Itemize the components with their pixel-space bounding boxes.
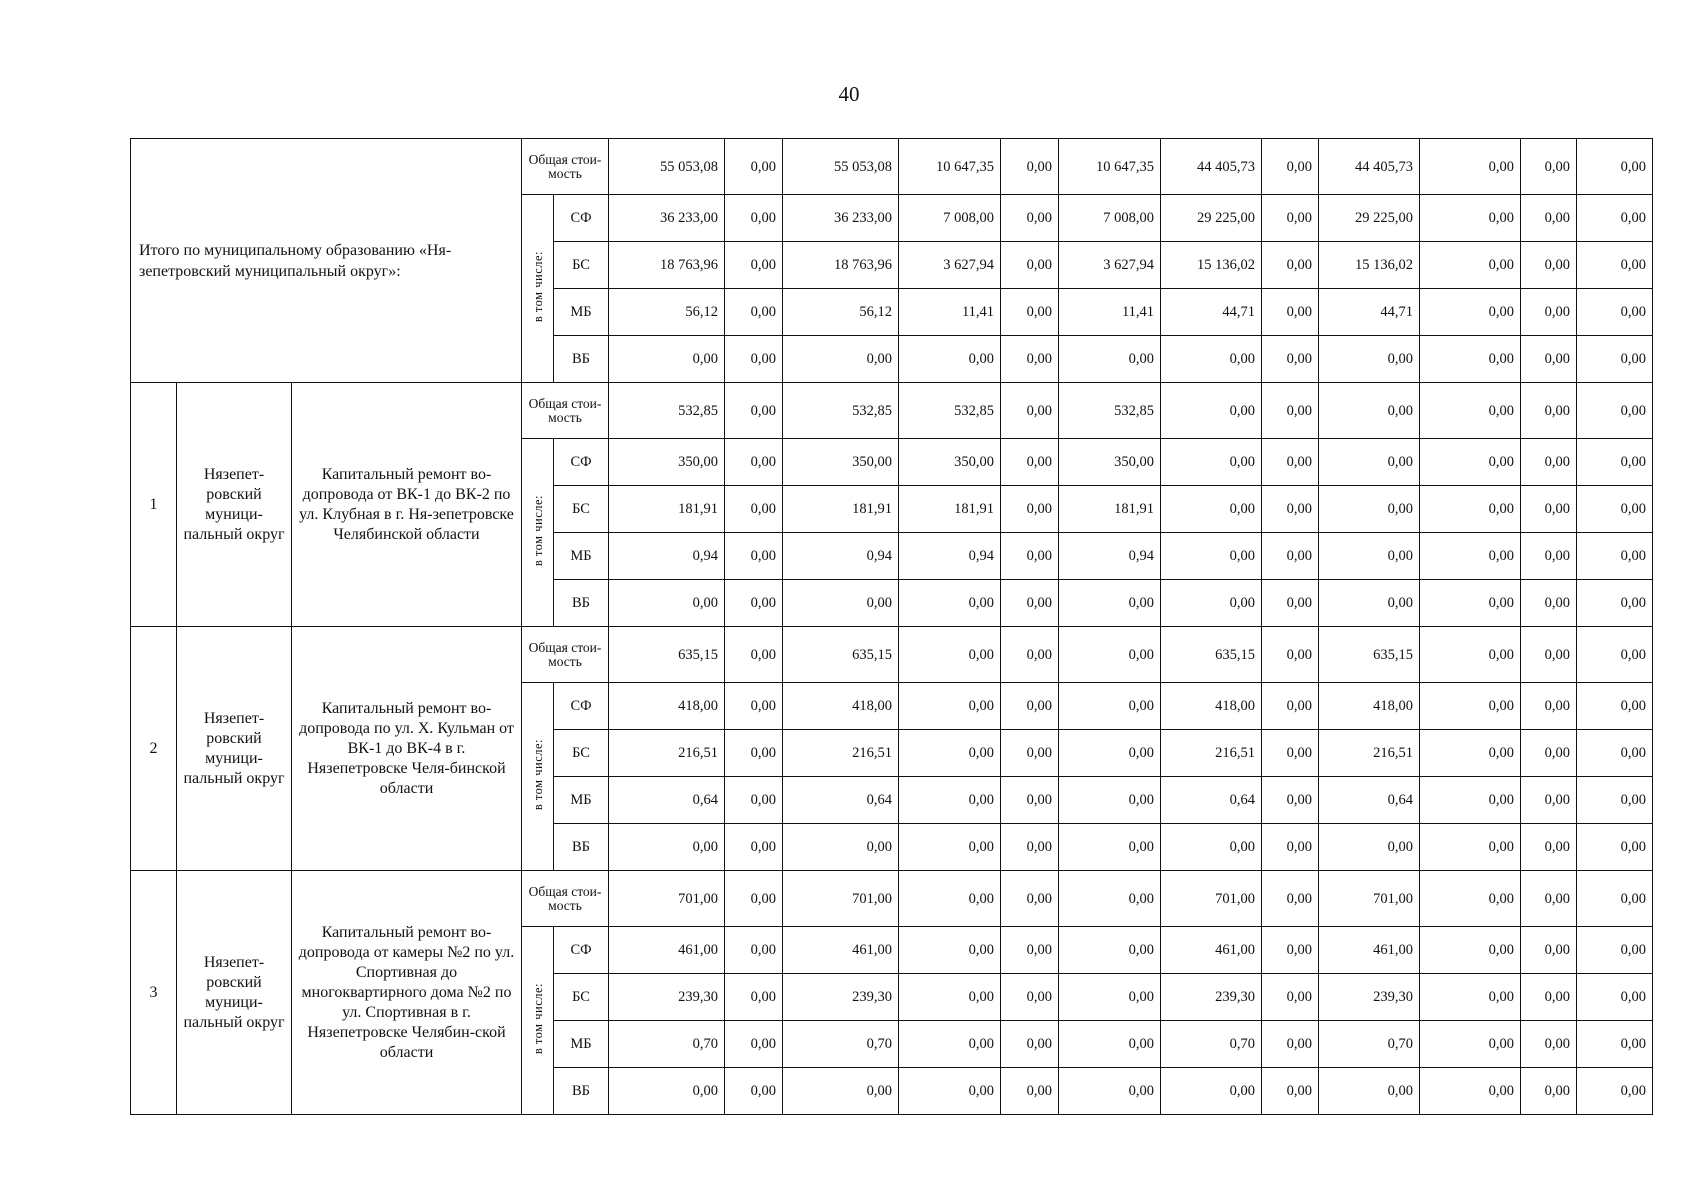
item-index: 1 [131, 383, 177, 627]
value-cell: 0,00 [1420, 580, 1521, 627]
funding-source-label: ВБ [554, 824, 609, 871]
value-cell: 36 233,00 [783, 195, 899, 242]
page-number: 40 [838, 82, 860, 106]
value-cell: 0,00 [1521, 439, 1577, 486]
value-cell: 0,00 [1161, 439, 1262, 486]
value-cell: 0,00 [783, 1068, 899, 1115]
value-cell: 0,64 [609, 777, 725, 824]
value-cell: 0,00 [899, 871, 1001, 927]
in-that-number-label: в том числе: [530, 982, 545, 1055]
item-index: 3 [131, 871, 177, 1115]
value-cell: 44 405,73 [1319, 139, 1420, 195]
value-cell: 56,12 [783, 289, 899, 336]
value-cell: 44 405,73 [1161, 139, 1262, 195]
table-row [131, 383, 1653, 439]
value-cell: 0,00 [1420, 195, 1521, 242]
in-that-number-label: в том числе: [530, 250, 545, 323]
value-cell: 0,00 [1262, 486, 1319, 533]
value-cell: 0,00 [1059, 927, 1161, 974]
value-cell: 0,00 [899, 974, 1001, 1021]
value-cell: 0,00 [1420, 927, 1521, 974]
value-cell: 0,94 [899, 533, 1001, 580]
value-cell: 0,00 [1262, 824, 1319, 871]
value-cell: 0,00 [1262, 1068, 1319, 1115]
value-cell: 350,00 [783, 439, 899, 486]
value-cell: 0,00 [1577, 439, 1653, 486]
value-cell: 0,00 [725, 1021, 783, 1068]
value-cell: 0,00 [1420, 1068, 1521, 1115]
value-cell: 0,00 [1420, 824, 1521, 871]
value-cell: 0,00 [1577, 627, 1653, 683]
item-municipality: Нязепет-ровский муници-пальный округ [177, 627, 292, 871]
value-cell: 0,00 [1161, 533, 1262, 580]
value-cell: 418,00 [1319, 683, 1420, 730]
value-cell: 0,00 [1001, 730, 1059, 777]
value-cell: 0,00 [1577, 1021, 1653, 1068]
value-cell: 0,00 [1521, 580, 1577, 627]
value-cell: 0,00 [1262, 139, 1319, 195]
value-cell: 0,00 [1262, 383, 1319, 439]
value-cell: 0,00 [1420, 439, 1521, 486]
table-row [131, 871, 1653, 927]
value-cell: 0,00 [1001, 683, 1059, 730]
value-cell: 635,15 [1161, 627, 1262, 683]
value-cell: 0,00 [609, 336, 725, 383]
value-cell: 0,00 [1001, 871, 1059, 927]
value-cell: 0,00 [1262, 336, 1319, 383]
value-cell: 239,30 [609, 974, 725, 1021]
value-cell: 532,85 [609, 383, 725, 439]
value-cell: 0,00 [1001, 533, 1059, 580]
value-cell: 0,00 [1577, 824, 1653, 871]
value-cell: 181,91 [899, 486, 1001, 533]
funding-source-label: БС [554, 242, 609, 289]
funding-source-label: СФ [554, 439, 609, 486]
value-cell: 0,00 [1059, 1021, 1161, 1068]
value-cell: 0,00 [1001, 1021, 1059, 1068]
value-cell: 15 136,02 [1161, 242, 1262, 289]
value-cell: 0,00 [1521, 871, 1577, 927]
value-cell: 0,00 [725, 683, 783, 730]
value-cell: 0,00 [725, 383, 783, 439]
value-cell: 0,00 [1262, 1021, 1319, 1068]
value-cell: 0,00 [1420, 289, 1521, 336]
in-that-number-label: в том числе: [530, 494, 545, 567]
value-cell: 0,00 [899, 580, 1001, 627]
value-cell: 0,00 [1059, 336, 1161, 383]
value-cell: 0,00 [725, 1068, 783, 1115]
value-cell: 0,00 [1059, 627, 1161, 683]
item-municipality: Нязепет-ровский муници-пальный округ [177, 383, 292, 627]
value-cell: 0,70 [783, 1021, 899, 1068]
value-cell: 0,00 [1319, 486, 1420, 533]
value-cell: 0,00 [1577, 242, 1653, 289]
value-cell: 0,00 [1262, 683, 1319, 730]
value-cell: 0,64 [1161, 777, 1262, 824]
value-cell: 0,00 [1059, 683, 1161, 730]
value-cell: 0,00 [1262, 974, 1319, 1021]
value-cell: 0,00 [1319, 580, 1420, 627]
value-cell: 635,15 [783, 627, 899, 683]
funding-source-label: БС [554, 730, 609, 777]
value-cell: 0,00 [1161, 383, 1262, 439]
value-cell: 0,00 [1577, 974, 1653, 1021]
value-cell: 0,00 [1521, 730, 1577, 777]
value-cell: 0,00 [1577, 580, 1653, 627]
value-cell: 532,85 [783, 383, 899, 439]
funding-source-label: МБ [554, 533, 609, 580]
value-cell: 0,00 [725, 139, 783, 195]
value-cell: 0,00 [725, 195, 783, 242]
value-cell: 0,00 [1161, 1068, 1262, 1115]
value-cell: 0,00 [1001, 580, 1059, 627]
item-index: 2 [131, 627, 177, 871]
value-cell: 0,00 [1521, 533, 1577, 580]
value-cell: 0,00 [1420, 383, 1521, 439]
value-cell: 0,00 [1059, 871, 1161, 927]
value-cell: 0,00 [1262, 871, 1319, 927]
value-cell: 0,00 [1059, 730, 1161, 777]
value-cell: 18 763,96 [609, 242, 725, 289]
value-cell: 0,00 [1521, 486, 1577, 533]
total-cost-label: Общая стои-мость [522, 139, 609, 195]
table-body [131, 139, 1653, 1115]
item-municipality: Нязепет-ровский муници-пальный округ [177, 871, 292, 1115]
value-cell: 0,00 [725, 824, 783, 871]
value-cell: 0,00 [1059, 580, 1161, 627]
value-cell: 0,00 [725, 627, 783, 683]
value-cell: 0,00 [1262, 439, 1319, 486]
value-cell: 0,00 [725, 439, 783, 486]
value-cell: 0,00 [1001, 195, 1059, 242]
value-cell: 0,00 [1420, 777, 1521, 824]
funding-source-label: БС [554, 486, 609, 533]
value-cell: 0,00 [725, 777, 783, 824]
value-cell: 418,00 [609, 683, 725, 730]
funding-source-label: СФ [554, 195, 609, 242]
summary-row [131, 139, 1653, 195]
value-cell: 0,00 [1001, 1068, 1059, 1115]
value-cell: 0,00 [1319, 383, 1420, 439]
funding-source-label: МБ [554, 777, 609, 824]
value-cell: 0,00 [1420, 533, 1521, 580]
value-cell: 0,00 [1262, 627, 1319, 683]
value-cell: 216,51 [1161, 730, 1262, 777]
value-cell: 0,00 [1577, 777, 1653, 824]
value-cell: 29 225,00 [1161, 195, 1262, 242]
value-cell: 0,00 [1577, 139, 1653, 195]
value-cell: 532,85 [899, 383, 1001, 439]
value-cell: 0,00 [1521, 927, 1577, 974]
value-cell: 0,94 [609, 533, 725, 580]
value-cell: 0,00 [1577, 730, 1653, 777]
value-cell: 7 008,00 [1059, 195, 1161, 242]
funding-source-label: СФ [554, 683, 609, 730]
value-cell: 0,64 [1319, 777, 1420, 824]
value-cell: 0,00 [1420, 730, 1521, 777]
value-cell: 0,00 [1420, 139, 1521, 195]
value-cell: 350,00 [899, 439, 1001, 486]
value-cell: 239,30 [1319, 974, 1420, 1021]
value-cell: 0,00 [1521, 139, 1577, 195]
value-cell: 532,85 [1059, 383, 1161, 439]
value-cell: 0,00 [899, 730, 1001, 777]
value-cell: 0,00 [1262, 533, 1319, 580]
value-cell: 0,00 [1001, 439, 1059, 486]
total-cost-label: Общая стои-мость [522, 627, 609, 683]
value-cell: 0,00 [899, 824, 1001, 871]
value-cell: 461,00 [1319, 927, 1420, 974]
value-cell: 0,00 [1420, 1021, 1521, 1068]
value-cell: 181,91 [1059, 486, 1161, 533]
value-cell: 0,64 [783, 777, 899, 824]
value-cell: 0,00 [1577, 927, 1653, 974]
value-cell: 0,00 [1059, 777, 1161, 824]
value-cell: 0,00 [1001, 139, 1059, 195]
value-cell: 635,15 [609, 627, 725, 683]
value-cell: 0,00 [1262, 777, 1319, 824]
funding-source-label: ВБ [554, 336, 609, 383]
value-cell: 0,00 [1161, 824, 1262, 871]
value-cell: 0,00 [899, 627, 1001, 683]
value-cell: 0,00 [783, 824, 899, 871]
value-cell: 0,00 [1420, 627, 1521, 683]
value-cell: 0,00 [1420, 871, 1521, 927]
value-cell: 0,00 [725, 927, 783, 974]
value-cell: 0,00 [1420, 974, 1521, 1021]
total-cost-label: Общая стои-мость [522, 383, 609, 439]
value-cell: 0,00 [1577, 336, 1653, 383]
value-cell: 0,00 [1521, 777, 1577, 824]
value-cell: 10 647,35 [1059, 139, 1161, 195]
value-cell: 0,00 [609, 824, 725, 871]
value-cell: 216,51 [1319, 730, 1420, 777]
value-cell: 0,00 [1521, 242, 1577, 289]
in-that-number-cell [522, 195, 554, 383]
value-cell: 0,00 [1262, 195, 1319, 242]
value-cell: 18 763,96 [783, 242, 899, 289]
value-cell: 216,51 [609, 730, 725, 777]
value-cell: 0,00 [1420, 683, 1521, 730]
funding-source-label: СФ [554, 927, 609, 974]
value-cell: 0,00 [725, 242, 783, 289]
value-cell: 239,30 [783, 974, 899, 1021]
value-cell: 0,00 [1001, 824, 1059, 871]
funding-source-label: БС [554, 974, 609, 1021]
value-cell: 0,00 [725, 580, 783, 627]
value-cell: 0,00 [1001, 242, 1059, 289]
value-cell: 0,00 [725, 486, 783, 533]
value-cell: 0,00 [1262, 730, 1319, 777]
value-cell: 0,00 [1161, 336, 1262, 383]
value-cell: 0,00 [725, 289, 783, 336]
value-cell: 0,00 [1001, 383, 1059, 439]
value-cell: 0,00 [1577, 533, 1653, 580]
value-cell: 0,00 [1059, 1068, 1161, 1115]
value-cell: 29 225,00 [1319, 195, 1420, 242]
total-cost-label: Общая стои-мость [522, 871, 609, 927]
value-cell: 0,00 [1577, 289, 1653, 336]
value-cell: 461,00 [783, 927, 899, 974]
value-cell: 0,00 [899, 1068, 1001, 1115]
value-cell: 701,00 [783, 871, 899, 927]
value-cell: 0,00 [1001, 777, 1059, 824]
value-cell: 461,00 [609, 927, 725, 974]
value-cell: 0,00 [1319, 824, 1420, 871]
value-cell: 0,00 [1577, 195, 1653, 242]
value-cell: 181,91 [609, 486, 725, 533]
value-cell: 181,91 [783, 486, 899, 533]
funding-source-label: ВБ [554, 580, 609, 627]
value-cell: 0,00 [1262, 580, 1319, 627]
value-cell: 0,00 [783, 336, 899, 383]
value-cell: 44,71 [1319, 289, 1420, 336]
value-cell: 0,00 [609, 580, 725, 627]
value-cell: 0,00 [1161, 580, 1262, 627]
value-cell: 0,00 [1001, 627, 1059, 683]
value-cell: 0,00 [1521, 1068, 1577, 1115]
value-cell: 0,00 [899, 777, 1001, 824]
value-cell: 0,00 [1262, 242, 1319, 289]
value-cell: 239,30 [1161, 974, 1262, 1021]
value-cell: 0,00 [1001, 974, 1059, 1021]
value-cell: 0,00 [1319, 1068, 1420, 1115]
summary-title: Итого по муниципальному образованию «Ня-зепетровский муниципальный округ»: [131, 139, 522, 383]
value-cell: 0,94 [783, 533, 899, 580]
value-cell: 0,00 [725, 533, 783, 580]
value-cell: 0,00 [1420, 242, 1521, 289]
value-cell: 36 233,00 [609, 195, 725, 242]
value-cell: 0,94 [1059, 533, 1161, 580]
value-cell: 0,00 [1262, 927, 1319, 974]
value-cell: 0,00 [725, 871, 783, 927]
value-cell: 0,00 [725, 336, 783, 383]
value-cell: 0,00 [725, 730, 783, 777]
value-cell: 0,00 [1059, 824, 1161, 871]
funding-source-label: МБ [554, 1021, 609, 1068]
value-cell: 0,00 [1161, 486, 1262, 533]
value-cell: 635,15 [1319, 627, 1420, 683]
value-cell: 0,00 [1521, 824, 1577, 871]
value-cell: 0,00 [1001, 289, 1059, 336]
item-object: Капитальный ремонт во-допровода по ул. Х. Кульман от ВК-1 до ВК-4 в г. Нязепетровске Челя-бинской области [292, 627, 522, 871]
value-cell: 0,00 [1521, 627, 1577, 683]
in-that-number-cell [522, 439, 554, 627]
budget-table [130, 138, 1653, 1115]
value-cell: 701,00 [1319, 871, 1420, 927]
value-cell: 0,00 [1420, 486, 1521, 533]
value-cell: 0,00 [1001, 927, 1059, 974]
funding-source-label: МБ [554, 289, 609, 336]
in-that-number-cell [522, 683, 554, 871]
item-object: Капитальный ремонт во-допровода от камеры №2 по ул. Спортивная до многоквартирного дома №2 по ул. Спортивная в г. Нязепетровске Челябин-ской области [292, 871, 522, 1115]
value-cell: 701,00 [609, 871, 725, 927]
value-cell: 0,00 [1521, 974, 1577, 1021]
value-cell: 0,00 [1577, 871, 1653, 927]
value-cell: 0,00 [1521, 383, 1577, 439]
value-cell: 0,00 [899, 927, 1001, 974]
in-that-number-cell [522, 927, 554, 1115]
value-cell: 0,00 [1319, 439, 1420, 486]
value-cell: 0,00 [1521, 683, 1577, 730]
value-cell: 3 627,94 [1059, 242, 1161, 289]
value-cell: 0,70 [1319, 1021, 1420, 1068]
value-cell: 0,00 [1319, 533, 1420, 580]
value-cell: 56,12 [609, 289, 725, 336]
value-cell: 0,00 [1001, 336, 1059, 383]
value-cell: 0,00 [1577, 683, 1653, 730]
value-cell: 55 053,08 [783, 139, 899, 195]
value-cell: 0,00 [1521, 289, 1577, 336]
value-cell: 0,00 [1262, 289, 1319, 336]
value-cell: 0,00 [1319, 336, 1420, 383]
value-cell: 10 647,35 [899, 139, 1001, 195]
value-cell: 0,00 [1577, 1068, 1653, 1115]
value-cell: 3 627,94 [899, 242, 1001, 289]
value-cell: 0,00 [899, 683, 1001, 730]
value-cell: 0,00 [725, 974, 783, 1021]
value-cell: 55 053,08 [609, 139, 725, 195]
value-cell: 0,00 [1521, 336, 1577, 383]
value-cell: 0,70 [1161, 1021, 1262, 1068]
in-that-number-label: в том числе: [530, 738, 545, 811]
value-cell: 0,00 [783, 580, 899, 627]
value-cell: 7 008,00 [899, 195, 1001, 242]
value-cell: 461,00 [1161, 927, 1262, 974]
item-object: Капитальный ремонт во-допровода от ВК-1 до ВК-2 по ул. Клубная в г. Ня-зепетровске Челябинской области [292, 383, 522, 627]
value-cell: 44,71 [1161, 289, 1262, 336]
value-cell: 0,00 [1059, 974, 1161, 1021]
value-cell: 11,41 [899, 289, 1001, 336]
table-row [131, 627, 1653, 683]
value-cell: 0,00 [1577, 486, 1653, 533]
funding-source-label: ВБ [554, 1068, 609, 1115]
value-cell: 350,00 [1059, 439, 1161, 486]
value-cell: 0,00 [1420, 336, 1521, 383]
value-cell: 0,70 [609, 1021, 725, 1068]
value-cell: 216,51 [783, 730, 899, 777]
value-cell: 418,00 [1161, 683, 1262, 730]
value-cell: 0,00 [1001, 486, 1059, 533]
value-cell: 0,00 [899, 336, 1001, 383]
value-cell: 0,00 [609, 1068, 725, 1115]
value-cell: 15 136,02 [1319, 242, 1420, 289]
value-cell: 350,00 [609, 439, 725, 486]
value-cell: 0,00 [1521, 195, 1577, 242]
value-cell: 11,41 [1059, 289, 1161, 336]
value-cell: 701,00 [1161, 871, 1262, 927]
value-cell: 0,00 [1521, 1021, 1577, 1068]
value-cell: 0,00 [1577, 383, 1653, 439]
value-cell: 0,00 [899, 1021, 1001, 1068]
value-cell: 418,00 [783, 683, 899, 730]
